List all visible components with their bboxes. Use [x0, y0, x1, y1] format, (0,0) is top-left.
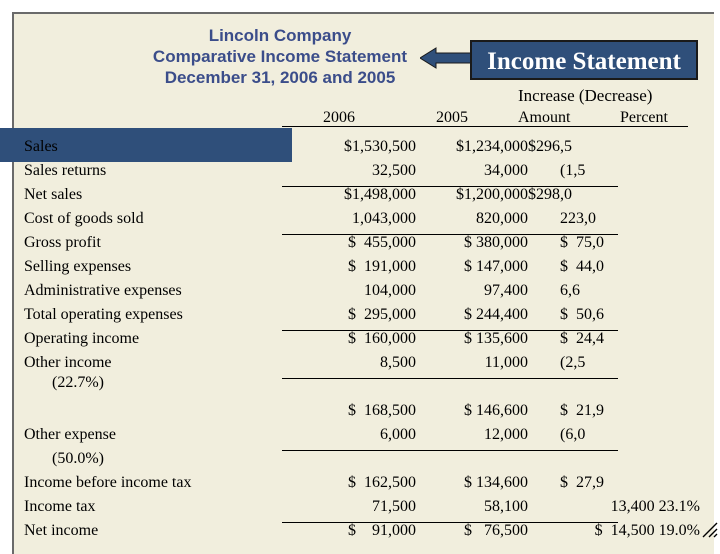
change-amount: 223,0	[560, 210, 596, 227]
statement-title: Comparative Income Statement	[152, 47, 408, 66]
change-amount: $ 44,0	[560, 258, 604, 275]
value-2005: $ 134,600	[464, 474, 528, 491]
change-header: Increase (Decrease)	[518, 86, 653, 105]
value-2006: $ 168,500	[348, 402, 416, 419]
value-2006: 6,000	[380, 426, 416, 443]
row-label: Income before income tax	[24, 474, 192, 491]
change-amount: (1,5	[560, 162, 586, 179]
value-2005: 34,000	[484, 162, 528, 179]
change-amount: $ 75,0	[560, 234, 604, 251]
value-2005: 820,000	[476, 210, 528, 227]
value-2006: $ 91,000	[348, 522, 416, 539]
value-2005: $1,234,000	[456, 138, 528, 155]
row-label: (22.7%)	[52, 374, 104, 391]
change-amount: $296,5	[528, 138, 572, 155]
value-2006: 71,500	[372, 498, 416, 515]
value-2005: $ 135,600	[464, 330, 528, 347]
value-2005: $ 380,000	[464, 234, 528, 251]
change-amount: $ 50,6	[560, 306, 604, 323]
row-label: Other expense	[24, 426, 116, 443]
total-rule	[282, 522, 618, 523]
income-statement-callout: Income Statement	[470, 40, 698, 80]
col-percent: Percent	[620, 109, 668, 126]
change-amount: $ 14,500 19.0%	[594, 522, 700, 539]
resize-corner-icon	[700, 520, 718, 538]
value-2006: 8,500	[380, 354, 416, 371]
value-2005: $ 147,000	[464, 258, 528, 275]
change-amount: $ 21,9	[560, 402, 604, 419]
value-2005: $ 244,400	[464, 306, 528, 323]
row-label: Sales	[24, 138, 58, 155]
row-label: Sales returns	[24, 162, 107, 179]
value-2006: $1,498,000	[344, 186, 416, 203]
value-2006: $ 295,000	[348, 306, 416, 323]
row-label: Total operating expenses	[24, 306, 183, 323]
value-2006: 104,000	[364, 282, 416, 299]
row-label: Other income	[24, 354, 112, 371]
row-label: Operating income	[24, 330, 140, 347]
row-label: Cost of goods sold	[24, 210, 144, 227]
row-label: (50.0%)	[52, 450, 104, 467]
statement-period: December 31, 2006 and 2005	[164, 68, 396, 87]
change-amount: $ 24,4	[560, 330, 604, 347]
change-amount: (2,5	[560, 354, 586, 371]
col-2006: 2006	[323, 109, 355, 126]
value-2005: 12,000	[484, 426, 528, 443]
value-2006: $ 455,000	[348, 234, 416, 251]
row-label: Selling expenses	[24, 258, 132, 275]
value-2005: 97,400	[484, 282, 528, 299]
value-2006: 32,500	[372, 162, 416, 179]
change-amount: $ 27,9	[560, 474, 604, 491]
value-2006: 1,043,000	[352, 210, 416, 227]
change-amount: 13,400 23.1%	[610, 498, 700, 515]
value-2006: $ 162,500	[348, 474, 416, 491]
row-label: Gross profit	[24, 234, 101, 251]
company-name: Lincoln Company	[208, 26, 352, 45]
value-2006: $ 160,000	[348, 330, 416, 347]
col-2005: 2005	[436, 109, 468, 126]
change-amount: $298,0	[528, 186, 572, 203]
row-label: Income tax	[24, 498, 96, 515]
change-amount: 6,6	[560, 282, 580, 299]
value-2005: $ 76,500	[464, 522, 528, 539]
row-label: Administrative expenses	[24, 282, 182, 299]
value-2005: $1,200,000	[456, 186, 528, 203]
value-2006: $1,530,500	[344, 138, 416, 155]
row-label: Net income	[24, 522, 99, 539]
value-2005: $ 146,600	[464, 402, 528, 419]
value-2006: $ 191,000	[348, 258, 416, 275]
col-amount: Amount	[518, 109, 571, 126]
value-2005: 58,100	[484, 498, 528, 515]
change-amount: (6,0	[560, 426, 586, 443]
value-2005: 11,000	[484, 354, 528, 371]
row-label: Net sales	[24, 186, 83, 203]
